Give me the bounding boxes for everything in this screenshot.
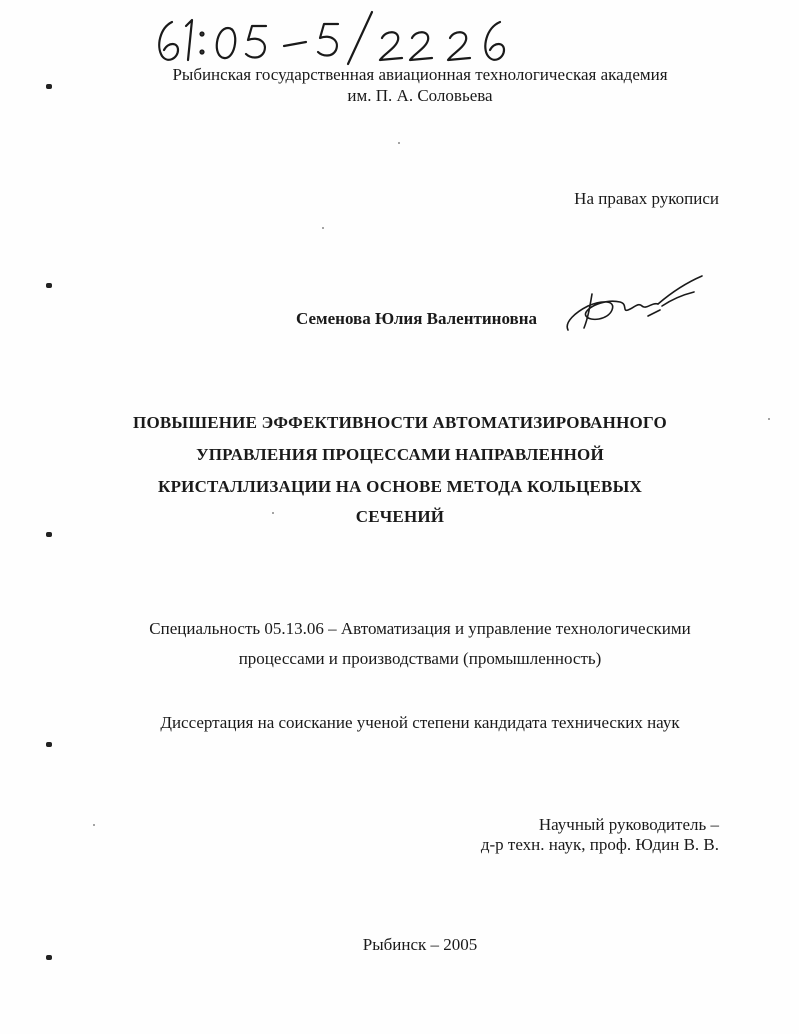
scan-speck [768, 418, 770, 420]
rights-notice: На правах рукописи [574, 189, 719, 208]
binding-hole-mark [46, 283, 52, 288]
supervisor-label: Научный руководитель – [538, 815, 719, 834]
dissertation-title-line-2: УПРАВЛЕНИЯ ПРОЦЕССАМИ НАПРАВЛЕННОЙ [196, 445, 604, 464]
author-name: Семенова Юлия Валентиновна [296, 309, 538, 328]
scan-speck [322, 227, 324, 229]
dissertation-title-line-4: СЕЧЕНИЙ [355, 507, 445, 526]
author-signature [562, 272, 712, 342]
dissertation-degree: Диссертация на соискание ученой степени кандидата технических наук [160, 713, 680, 732]
binding-hole-mark [46, 84, 52, 89]
scan-speck [93, 824, 95, 826]
institution-name: Рыбинская государственная авиационная технологическая академия [172, 65, 668, 84]
binding-hole-mark [46, 532, 52, 537]
specialty-line-1: Специальность 05.13.06 – Автоматизация и управление технологическими [149, 619, 691, 638]
dissertation-title-line-3: КРИСТАЛЛИЗАЦИИ НА ОСНОВЕ МЕТОДА КОЛЬЦЕВЫХ [158, 477, 642, 496]
institution-named-after: им. П. А. Соловьева [347, 86, 493, 105]
specialty-line-2: процессами и производствами (промышленность) [238, 649, 602, 668]
binding-hole-mark [46, 742, 52, 747]
binding-hole-mark [46, 955, 52, 960]
scan-speck [272, 512, 274, 514]
city-year: Рыбинск – 2005 [362, 935, 478, 954]
archive-number-text: 61:05-5/22226 [150, 8, 156, 9]
scan-speck [398, 142, 400, 144]
dissertation-title-line-1: ПОВЫШЕНИЕ ЭФФЕКТИВНОСТИ АВТОМАТИЗИРОВАННОГО [133, 413, 667, 432]
supervisor-name: д-р техн. наук, проф. Юдин В. В. [480, 835, 719, 854]
handwritten-archive-number [150, 8, 570, 68]
